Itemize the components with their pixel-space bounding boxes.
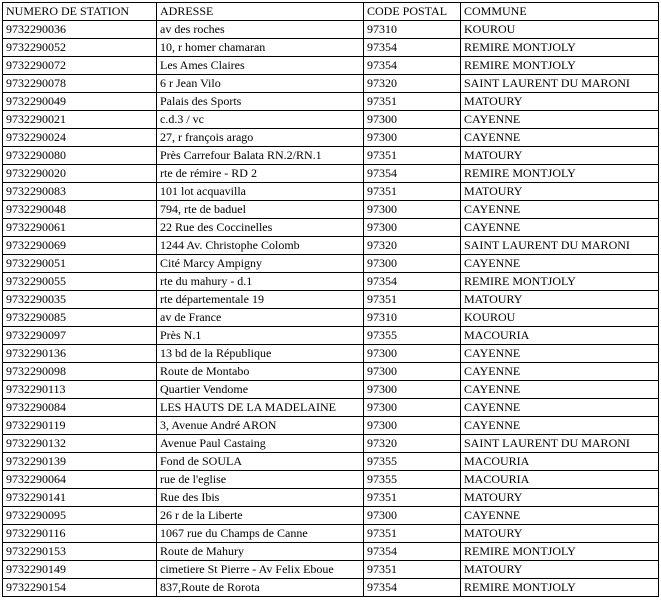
commune-cell: MATOURY	[461, 561, 659, 579]
postal-code-cell: 97300	[364, 363, 461, 381]
address-cell: Rue des Ibis	[157, 489, 364, 507]
address-cell: Cité Marcy Ampigny	[157, 255, 364, 273]
postal-code-cell: 97354	[364, 39, 461, 57]
address-cell: 837,Route de Rorota	[157, 579, 364, 597]
table-row	[3, 219, 659, 237]
address-cell: Palais des Sports	[157, 93, 364, 111]
postal-code-cell: 97351	[364, 489, 461, 507]
station-number-cell: 9732290136	[3, 345, 157, 363]
address-cell: 1244 Av. Christophe Colomb	[157, 237, 364, 255]
commune-cell: CAYENNE	[461, 255, 659, 273]
address-cell: rte de rémire - RD 2	[157, 165, 364, 183]
header-numero-de-station: NUMERO DE STATION	[3, 3, 157, 21]
address-cell: Avenue Paul Castaing	[157, 435, 364, 453]
header-adresse: ADRESSE	[157, 3, 364, 21]
table-row	[3, 75, 659, 93]
table-row	[3, 291, 659, 309]
station-number-cell: 9732290141	[3, 489, 157, 507]
station-number-cell: 9732290139	[3, 453, 157, 471]
station-number-cell: 9732290021	[3, 111, 157, 129]
commune-cell: REMIRE MONTJOLY	[461, 39, 659, 57]
commune-cell: CAYENNE	[461, 399, 659, 417]
station-number-cell: 9732290055	[3, 273, 157, 291]
table-row	[3, 165, 659, 183]
table-row	[3, 183, 659, 201]
table-row	[3, 543, 659, 561]
postal-code-cell: 97300	[364, 129, 461, 147]
commune-cell: REMIRE MONTJOLY	[461, 57, 659, 75]
commune-cell: CAYENNE	[461, 129, 659, 147]
address-cell: Route de Montabo	[157, 363, 364, 381]
commune-cell: SAINT LAURENT DU MARONI	[461, 75, 659, 93]
commune-cell: CAYENNE	[461, 363, 659, 381]
address-cell: c.d.3 / vc	[157, 111, 364, 129]
postal-code-cell: 97351	[364, 183, 461, 201]
postal-code-cell: 97320	[364, 435, 461, 453]
commune-cell: CAYENNE	[461, 381, 659, 399]
header-commune: COMMUNE	[461, 3, 659, 21]
postal-code-cell: 97300	[364, 507, 461, 525]
postal-code-cell: 97300	[364, 219, 461, 237]
commune-cell: CAYENNE	[461, 219, 659, 237]
address-cell: 6 r Jean Vilo	[157, 75, 364, 93]
address-cell: rte du mahury - d.1	[157, 273, 364, 291]
postal-code-cell: 97351	[364, 93, 461, 111]
postal-code-cell: 97354	[364, 57, 461, 75]
address-cell: av de France	[157, 309, 364, 327]
table-row	[3, 255, 659, 273]
address-cell: rte départementale 19	[157, 291, 364, 309]
table-row	[3, 129, 659, 147]
address-cell: 10, r homer chamaran	[157, 39, 364, 57]
commune-cell: MATOURY	[461, 489, 659, 507]
station-number-cell: 9732290080	[3, 147, 157, 165]
commune-cell: KOUROU	[461, 309, 659, 327]
postal-code-cell: 97351	[364, 561, 461, 579]
station-number-cell: 9732290085	[3, 309, 157, 327]
commune-cell: MATOURY	[461, 291, 659, 309]
table-row	[3, 39, 659, 57]
station-number-cell: 9732290098	[3, 363, 157, 381]
address-cell: Près N.1	[157, 327, 364, 345]
commune-cell: MATOURY	[461, 147, 659, 165]
station-number-cell: 9732290149	[3, 561, 157, 579]
commune-cell: KOUROU	[461, 21, 659, 39]
station-number-cell: 9732290072	[3, 57, 157, 75]
commune-cell: CAYENNE	[461, 417, 659, 435]
postal-code-cell: 97351	[364, 525, 461, 543]
table-row	[3, 309, 659, 327]
commune-cell: CAYENNE	[461, 111, 659, 129]
table-row	[3, 399, 659, 417]
address-cell: Route de Mahury	[157, 543, 364, 561]
postal-code-cell: 97300	[364, 381, 461, 399]
table-row	[3, 21, 659, 39]
station-number-cell: 9732290036	[3, 21, 157, 39]
station-number-cell: 9732290132	[3, 435, 157, 453]
postal-code-cell: 97354	[364, 165, 461, 183]
commune-cell: REMIRE MONTJOLY	[461, 579, 659, 597]
commune-cell: REMIRE MONTJOLY	[461, 543, 659, 561]
table-row	[3, 561, 659, 579]
table-row	[3, 111, 659, 129]
table-row	[3, 345, 659, 363]
commune-cell: REMIRE MONTJOLY	[461, 165, 659, 183]
table-row	[3, 435, 659, 453]
table-row	[3, 237, 659, 255]
station-number-cell: 9732290097	[3, 327, 157, 345]
commune-cell: MATOURY	[461, 93, 659, 111]
station-number-cell: 9732290020	[3, 165, 157, 183]
station-number-cell: 9732290024	[3, 129, 157, 147]
table-row	[3, 93, 659, 111]
station-number-cell: 9732290083	[3, 183, 157, 201]
commune-cell: CAYENNE	[461, 507, 659, 525]
address-cell: 26 r de la Liberte	[157, 507, 364, 525]
address-cell: 794, rte de baduel	[157, 201, 364, 219]
address-cell: 101 lot acquavilla	[157, 183, 364, 201]
address-cell: rue de l'eglise	[157, 471, 364, 489]
table-row	[3, 147, 659, 165]
commune-cell: MATOURY	[461, 525, 659, 543]
table-row	[3, 363, 659, 381]
postal-code-cell: 97351	[364, 147, 461, 165]
station-number-cell: 9732290154	[3, 579, 157, 597]
postal-code-cell: 97354	[364, 273, 461, 291]
postal-code-cell: 97300	[364, 345, 461, 363]
station-number-cell: 9732290119	[3, 417, 157, 435]
table-row	[3, 579, 659, 597]
address-cell: Quartier Vendome	[157, 381, 364, 399]
station-number-cell: 9732290048	[3, 201, 157, 219]
address-cell: 1067 rue du Champs de Canne	[157, 525, 364, 543]
postal-code-cell: 97310	[364, 309, 461, 327]
commune-cell: MACOURIA	[461, 471, 659, 489]
table-body	[3, 21, 659, 597]
table-row	[3, 525, 659, 543]
commune-cell: SAINT LAURENT DU MARONI	[461, 435, 659, 453]
station-number-cell: 9732290051	[3, 255, 157, 273]
table-row	[3, 453, 659, 471]
station-number-cell: 9732290078	[3, 75, 157, 93]
address-cell: 13 bd de la République	[157, 345, 364, 363]
postal-code-cell: 97351	[364, 291, 461, 309]
postal-code-cell: 97354	[364, 579, 461, 597]
table-row	[3, 507, 659, 525]
address-cell: 3, Avenue André ARON	[157, 417, 364, 435]
table-row	[3, 417, 659, 435]
station-number-cell: 9732290061	[3, 219, 157, 237]
address-cell: Les Ames Claires	[157, 57, 364, 75]
header-code-postal: CODE POSTAL	[364, 3, 461, 21]
table-row	[3, 57, 659, 75]
station-number-cell: 9732290095	[3, 507, 157, 525]
postal-code-cell: 97320	[364, 75, 461, 93]
address-cell: LES HAUTS DE LA MADELAINE	[157, 399, 364, 417]
postal-code-cell: 97300	[364, 417, 461, 435]
table-row	[3, 381, 659, 399]
table-row	[3, 471, 659, 489]
postal-code-cell: 97300	[364, 255, 461, 273]
station-number-cell: 9732290113	[3, 381, 157, 399]
station-number-cell: 9732290069	[3, 237, 157, 255]
postal-code-cell: 97300	[364, 201, 461, 219]
commune-cell: MATOURY	[461, 183, 659, 201]
table-row	[3, 273, 659, 291]
postal-code-cell: 97300	[364, 111, 461, 129]
address-cell: cimetiere St Pierre - Av Felix Eboue	[157, 561, 364, 579]
table-row	[3, 327, 659, 345]
address-cell: 27, r françois arago	[157, 129, 364, 147]
station-number-cell: 9732290052	[3, 39, 157, 57]
address-cell: av des roches	[157, 21, 364, 39]
commune-cell: MACOURIA	[461, 453, 659, 471]
address-cell: Fond de SOULA	[157, 453, 364, 471]
table-row	[3, 489, 659, 507]
station-number-cell: 9732290116	[3, 525, 157, 543]
postal-code-cell: 97300	[364, 399, 461, 417]
address-cell: 22 Rue des Coccinelles	[157, 219, 364, 237]
postal-code-cell: 97320	[364, 237, 461, 255]
station-number-cell: 9732290153	[3, 543, 157, 561]
station-number-cell: 9732290049	[3, 93, 157, 111]
address-cell: Près Carrefour Balata RN.2/RN.1	[157, 147, 364, 165]
commune-cell: CAYENNE	[461, 201, 659, 219]
commune-cell: REMIRE MONTJOLY	[461, 273, 659, 291]
postal-code-cell: 97355	[364, 453, 461, 471]
commune-cell: CAYENNE	[461, 345, 659, 363]
postal-code-cell: 97354	[364, 543, 461, 561]
postal-code-cell: 97355	[364, 471, 461, 489]
table-row	[3, 201, 659, 219]
stations-table	[2, 2, 659, 597]
postal-code-cell: 97310	[364, 21, 461, 39]
station-number-cell: 9732290084	[3, 399, 157, 417]
commune-cell: MACOURIA	[461, 327, 659, 345]
header-row	[3, 3, 659, 21]
station-number-cell: 9732290035	[3, 291, 157, 309]
station-number-cell: 9732290064	[3, 471, 157, 489]
commune-cell: SAINT LAURENT DU MARONI	[461, 237, 659, 255]
postal-code-cell: 97355	[364, 327, 461, 345]
